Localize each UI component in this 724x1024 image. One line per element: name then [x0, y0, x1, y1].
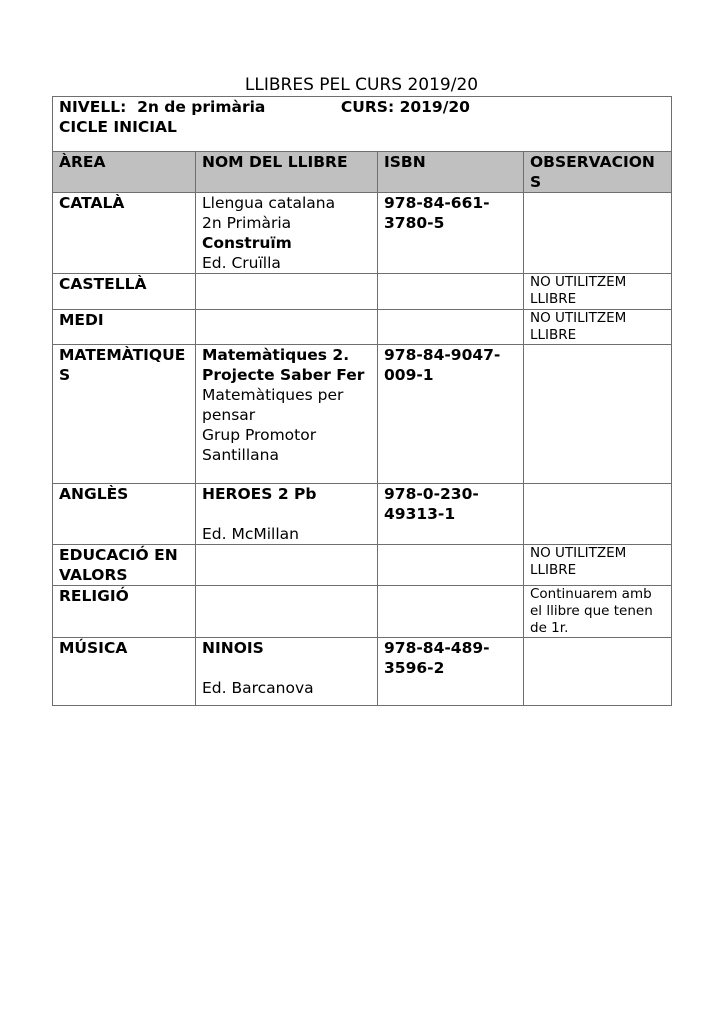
level-course-line: NIVELL: 2n de primària CURS: 2019/20: [59, 98, 470, 116]
area-cell: CATALÀ: [53, 193, 196, 274]
observations-cell: NO UTILITZEM LLIBRE: [524, 274, 672, 310]
book-name-cell: [196, 484, 378, 545]
document-title: LLIBRES PEL CURS 2019/20: [244, 75, 479, 95]
observations-cell: Continuarem amb el llibre que tenen de 1r.: [524, 586, 672, 638]
book-publisher-line: Ed. Barcanova: [202, 679, 314, 697]
isbn-cell: [378, 586, 524, 638]
book-title-line: NINOIS: [202, 639, 264, 657]
column-header-book-name: NOM DEL LLIBRE: [196, 152, 378, 193]
book-grade-line: 2n Primària: [202, 214, 292, 232]
area-cell: EDUCACIÓ EN VALORS: [53, 545, 196, 586]
area-cell: CASTELLÀ: [53, 274, 196, 310]
table-header-row: [53, 97, 672, 152]
table-row: [53, 193, 672, 274]
isbn-cell: [378, 545, 524, 586]
book-name-cell: [196, 274, 378, 310]
observations-cell: [524, 345, 672, 484]
book-name-cell: [196, 586, 378, 638]
table-row: [53, 586, 672, 638]
line-spacer: [202, 658, 371, 678]
book-name-cell: [196, 345, 378, 484]
book-name-cell: [196, 193, 378, 274]
observations-cell: NO UTILITZEM LLIBRE: [524, 545, 672, 586]
isbn-cell: 978-84-9047-009-1: [378, 345, 524, 484]
table-row: [53, 638, 672, 706]
book-title-line: HEROES 2 Pb: [202, 485, 317, 503]
observations-cell: [524, 638, 672, 706]
book-title-line: Matemàtiques 2. Projecte Saber Fer: [202, 346, 365, 384]
book-name-cell: [196, 638, 378, 706]
table-row: [53, 310, 672, 345]
books-table: [52, 96, 672, 706]
book-title-line: Llengua catalana: [202, 194, 336, 212]
isbn-cell: [378, 310, 524, 345]
table-row: [53, 274, 672, 310]
area-cell: MÚSICA: [53, 638, 196, 706]
book-project-line: Construïm: [202, 234, 292, 252]
table-row: [53, 545, 672, 586]
column-header-row: [53, 152, 672, 193]
observations-cell: NO UTILITZEM LLIBRE: [524, 310, 672, 345]
area-cell: RELIGIÓ: [53, 586, 196, 638]
line-spacer: [202, 504, 371, 524]
isbn-cell: 978-0-230-49313-1: [378, 484, 524, 545]
book-name-cell: [196, 545, 378, 586]
cycle-line: CICLE INICIAL: [59, 118, 177, 136]
book-publisher-line: Ed. McMillan: [202, 525, 299, 543]
isbn-cell: 978-84-489-3596-2: [378, 638, 524, 706]
column-header-area: ÀREA: [53, 152, 196, 193]
book-publisher-line: Grup Promotor Santillana: [202, 426, 317, 464]
table-row: [53, 484, 672, 545]
isbn-cell: 978-84-661-3780-5: [378, 193, 524, 274]
isbn-cell: [378, 274, 524, 310]
column-header-observations: OBSERVACIONS: [524, 152, 672, 193]
book-subtitle-line: Matemàtiques per pensar: [202, 386, 344, 424]
area-cell: MEDI: [53, 310, 196, 345]
column-header-isbn: ISBN: [378, 152, 524, 193]
observations-cell: [524, 193, 672, 274]
area-cell: ANGLÈS: [53, 484, 196, 545]
area-cell: MATEMÀTIQUES: [53, 345, 196, 484]
course-info-cell: [53, 97, 672, 152]
book-publisher-line: Ed. Cruïlla: [202, 254, 281, 272]
book-name-cell: [196, 310, 378, 345]
table-row: [53, 345, 672, 484]
observations-cell: [524, 484, 672, 545]
